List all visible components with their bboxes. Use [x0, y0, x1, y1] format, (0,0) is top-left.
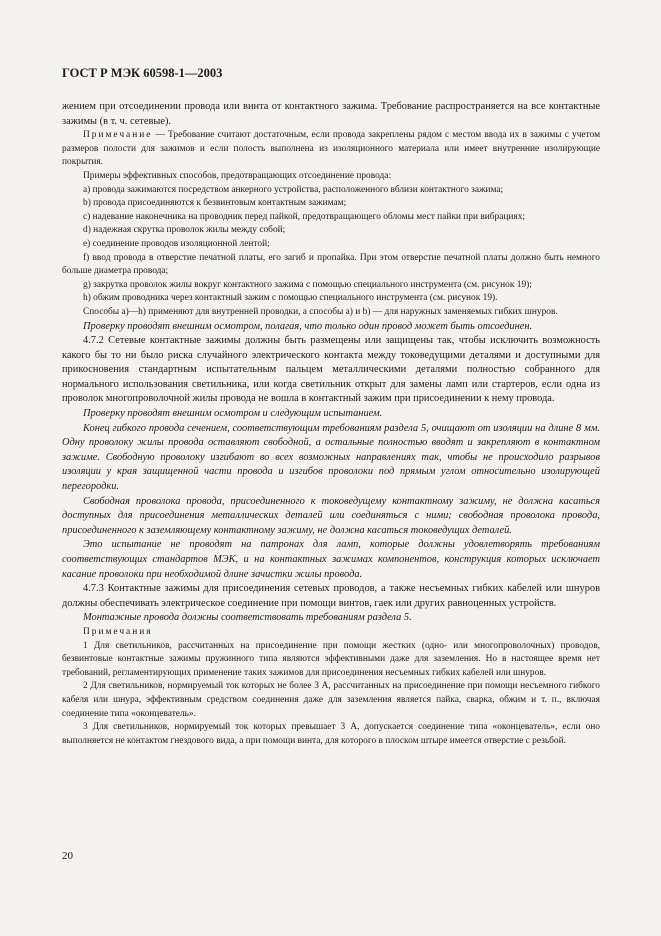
paragraph: [62, 538, 600, 582]
paragraph-text: 3 Для светильников, нормируемый ток которых превышает 3 А, допускается соединение типа «оконцеватель», если оно выполняется не контактом гнездового вида, а при помощи винта, для которого в плоском штыре имеется отверстие с резьбой.: [62, 722, 600, 746]
paragraph-text: Проверку проводят внешним осмотром и следующим испытанием.: [83, 408, 383, 420]
paragraph-text: Это испытание не проводят на патронах для ламп, которые должны удовлетворять требованиям соответствующих стандартов МЭК, и на контактных зажимах компонентов, конструкция которых исключает касание проволоки при необходимой длине зачистки жилы провода.: [62, 539, 600, 580]
paragraph: [62, 279, 600, 293]
paragraph-text: а) провода зажимаются посредством анкерного устройства, расположенного вблизи контактного зажима;: [83, 184, 504, 195]
paragraph: [62, 626, 600, 640]
paragraph: [62, 197, 600, 211]
note-label: Примечание: [83, 130, 153, 141]
paragraph: [62, 252, 600, 279]
paragraph: [62, 320, 600, 335]
paragraph: [62, 495, 600, 539]
paragraph: [62, 611, 600, 626]
paragraph-text: 1 Для светильников, рассчитанных на присоединение при помощи жестких (одно- или многопроволочных) проводов, безвинтовые контактные зажимы пружинного типа являются эффективными даже для заземления. Но в настоящее время нет требований, регламентирующих применение таких зажимов для присоединения несъемных гибких кабелей или шнуров.: [62, 640, 600, 678]
paragraph-text: Свободная проволока провода, присоединенного к токоведущему контактному зажиму, не должна касаться доступных для присоединения металлических деталей или соединяться с ними; свободная проволока провода, присоединенного к заземляющему контактному зажиму, не должна касаться токоведущих деталей.: [62, 495, 600, 536]
paragraph: [62, 184, 600, 198]
paragraph: [62, 306, 600, 320]
document-page: [62, 66, 600, 748]
paragraph: [62, 292, 600, 306]
paragraph: [62, 407, 600, 422]
paragraph: [62, 129, 600, 170]
document-header: ГОСТ Р МЭК 60598-1—2003: [62, 66, 223, 80]
paragraph-text: 4.7.3 Контактные зажимы для присоединения сетевых проводов, а также несъемных гибких кабелей или шнуров должны обеспечивать электрическое соединение при помощи винтов, гаек или других равноценных устройств.: [62, 583, 600, 609]
paragraph-text: 4.7.2 Сетевые контактные зажимы должны быть размещены или защищены так, чтобы исключить возможность какого бы то ни было риска случайного электрического контакта между токоведущими деталями и доступными для прикосновения стандартным испытательным пальцем металлическими деталями полностью собранного для нормального использования светильника, или когда светильник открыт для замены ламп или стартеров, если одна из проволок многопроволочной жилы провода не вошла в контактный зажим при присоединении к нему провода.: [62, 335, 600, 405]
paragraph-text: — Требование считают достаточным, если провода закреплены рядом с местом ввода их в зажимы с учетом размеров полости для зажимов и если полость выполнена из изоляционного материала или имеет внутренние изолирующие покрытия.: [62, 130, 601, 168]
paragraph: [62, 640, 600, 681]
paragraph-text: Примеры эффективных способов, предотвращающих отсоединение провода:: [83, 170, 392, 181]
document-body: [62, 100, 600, 748]
page-number: 20: [62, 850, 73, 862]
paragraph-text: h) обжим проводника через контактный зажим с помощью специального инструмента (см. рисунок 19).: [83, 293, 498, 304]
paragraph: [62, 582, 600, 611]
paragraph: [62, 224, 600, 238]
paragraph: [62, 211, 600, 225]
paragraph-text: с) надевание наконечника на проводник перед пайкой, предотвращающего обломы мест пайки при вибрациях;: [83, 211, 526, 222]
paragraph: [62, 680, 600, 721]
paragraph-text: d) надежная скрутка проволок жилы между собой;: [83, 225, 286, 236]
paragraph-text: g) закрутка проволок жилы вокруг контактного зажима с помощью специального инструмента (см. рисунок 19);: [83, 279, 532, 290]
paragraph: [62, 422, 600, 495]
paragraph-text: Конец гибкого провода сечением, соответствующим требованиям раздела 5, очищают от изоляции на длине 8 мм. Одну проволоку жилы провода оставляют свободной, а остальные полностью вводят и закрепляют в контактном зажиме. Свободную проволоку изгибают во всех возможных направлениях так, чтобы не происходило разрывов изоляции у края защищенной части провода и изгибов проволоки под прямым углом относительно изолирующей перегородки.: [62, 422, 600, 493]
paragraph: [62, 238, 600, 252]
paragraph-text: жением при отсоединении провода или винта от контактного зажима. Требование распространяется на все контактные зажимы (в т. ч. сетевые).: [62, 101, 600, 127]
paragraph: [62, 721, 600, 748]
paragraph-text: f) ввод провода в отверстие печатной платы, его загиб и пропайка. При этом отверстие печатной платы должно быть немного больше диаметра провода;: [62, 252, 600, 277]
paragraph: [62, 100, 600, 129]
paragraph-text: 2 Для светильников, нормируемый ток которых не более 3 А, рассчитанных на присоединение при помощи несъемного гибкого кабеля или шнура, эффективным средством соединения даже для заземления является пайка, сварка, обжим и т. п., включая соединение типа «оконцеватель».: [62, 681, 600, 719]
paragraph: [62, 334, 600, 407]
paragraph-text: Способы а)—h) применяют для внутренней проводки, а способы а) и b) — для наружных заменяемых гибких шнуров.: [83, 306, 558, 317]
paragraph-text: Проверку проводят внешним осмотром, полагая, что только один провод может быть отсоединен.: [83, 320, 533, 332]
paragraph: [62, 170, 600, 184]
paragraph-text: b) провода присоединяются к безвинтовым контактным зажимам;: [83, 198, 347, 209]
paragraph-text: е) соединение проводов изоляционной лентой;: [83, 238, 270, 249]
paragraph-text: Монтажные провода должны соответствовать требованиям раздела 5.: [83, 612, 412, 624]
note-label: Примечания: [83, 626, 153, 637]
